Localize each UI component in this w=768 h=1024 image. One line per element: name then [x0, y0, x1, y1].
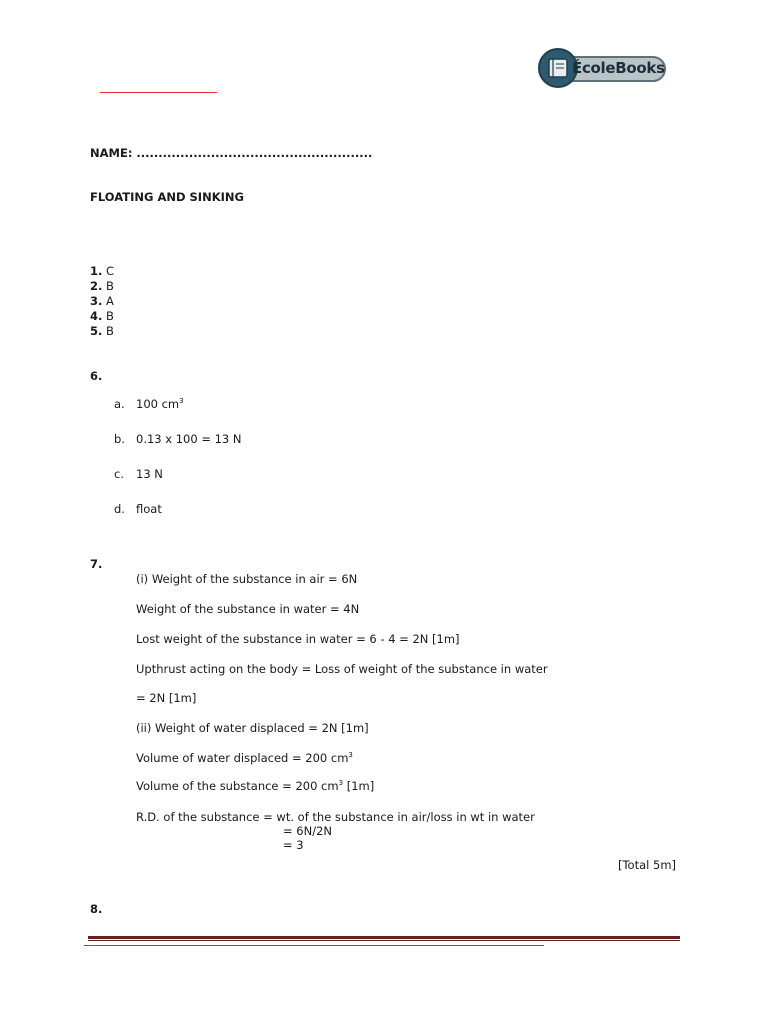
page-title: FLOATING AND SINKING: [90, 190, 244, 204]
q7-line: = 2N [1m]: [136, 691, 197, 705]
q6-part-label: d.: [114, 502, 125, 516]
question-7-number: 7.: [90, 557, 103, 571]
question-8-number: 8.: [90, 902, 103, 916]
footer-link-rule: [84, 945, 544, 946]
q7-rd-step: = 6N/2N: [283, 824, 333, 838]
footer-rule: [88, 936, 680, 939]
q7-total-marks: [Total 5m]: [618, 858, 677, 872]
list-item: 3. A: [90, 294, 114, 308]
q6-part-label: a.: [114, 397, 125, 411]
ecolebooks-logo: [538, 48, 670, 92]
q6-part-answer: 13 N: [136, 467, 163, 481]
q7-line: Weight of the substance in water = 4N: [136, 602, 360, 616]
q7-line: Lost weight of the substance in water = 6 - 4 = 2N [1m]: [136, 632, 460, 646]
q7-line: Upthrust acting on the body = Loss of weight of the substance in water: [136, 662, 548, 676]
q6-part-answer: 0.13 x 100 = 13 N: [136, 432, 242, 446]
name-line: NAME: ......................................................: [90, 146, 373, 160]
q7-line: (ii) Weight of water displaced = 2N [1m]: [136, 721, 369, 735]
list-item: 2. B: [90, 279, 114, 293]
q6-part-answer: 100 $cm^3$: [136, 397, 184, 411]
q7-line: (i) Weight of the substance in air = 6N: [136, 572, 358, 586]
list-item: 1. C: [90, 264, 115, 278]
q7-line: Volume of water displaced = 200 $cm^3$: [136, 751, 353, 765]
q7-line: R.D. of the substance = wt. of the substance in air/loss in wt in water: [136, 810, 535, 824]
q6-part-answer: float: [136, 502, 162, 516]
question-6-number: 6.: [90, 369, 103, 383]
list-item: 5. B: [90, 324, 114, 338]
logo-text: ÉcoleBooks: [572, 59, 665, 77]
footer-rule: [88, 940, 680, 941]
q7-rd-step: = 3: [283, 838, 304, 852]
q6-part-label: c.: [114, 467, 124, 481]
q6-part-label: b.: [114, 432, 125, 446]
header-red-rule: [100, 92, 217, 93]
q7-line: Volume of the substance = 200 $cm^3$ [1m]: [136, 779, 375, 793]
list-item: 4. B: [90, 309, 114, 323]
